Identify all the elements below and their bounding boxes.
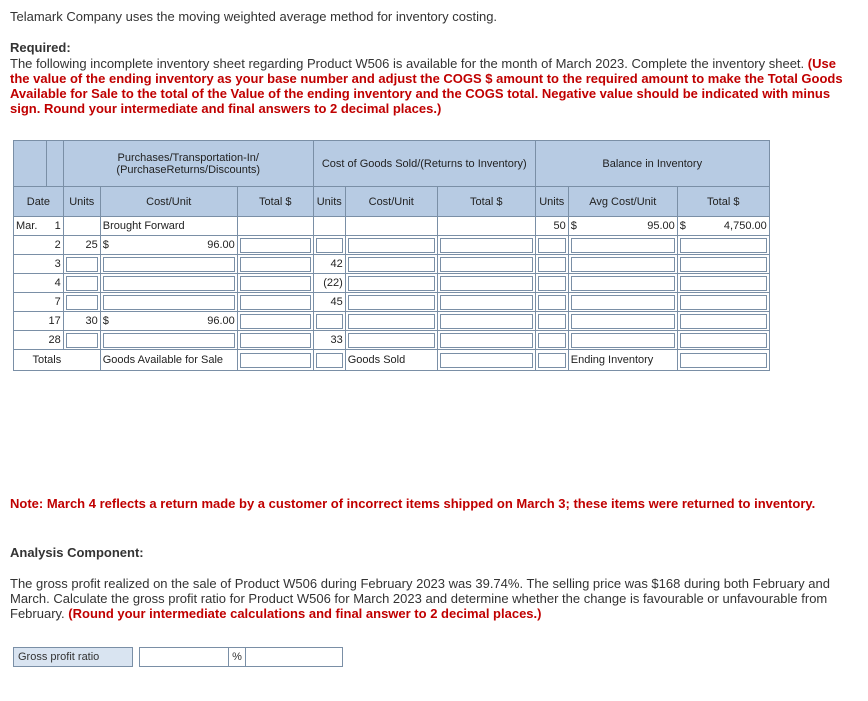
purchase-units-input[interactable] <box>63 274 100 293</box>
header-blank-date <box>14 141 47 187</box>
day-label: 2 <box>47 236 64 255</box>
balance-avg-input[interactable] <box>568 331 677 350</box>
cogs-total-input[interactable] <box>437 255 535 274</box>
col-date: Date <box>14 187 64 217</box>
month-blank <box>14 293 47 312</box>
month-blank <box>14 255 47 274</box>
purchase-cost-value: 96.00 <box>207 315 235 327</box>
day-label: 28 <box>47 331 64 350</box>
goods-available-input[interactable] <box>237 350 313 371</box>
balance-total-input[interactable] <box>677 331 769 350</box>
balance-units-input[interactable] <box>535 331 568 350</box>
note-text <box>10 496 856 511</box>
analysis-body: The gross profit realized on the sale of Product W506 during February 2023 was 39.74%. The selling price was $168 during both February and March. Calculate the gross profit ratio for Product W506 for March 2023 and determine whether the change is favourable or unfavourable from February. <box>10 576 830 621</box>
cogs-units-input[interactable] <box>313 312 345 331</box>
month-blank <box>14 236 47 255</box>
purchase-units: 25 <box>63 236 100 255</box>
balance-total-input[interactable] <box>677 255 769 274</box>
balance-avg-input[interactable] <box>568 274 677 293</box>
table-row <box>14 331 770 350</box>
col-cogs-total: Total $ <box>437 187 535 217</box>
balance-avg-value: 95.00 <box>647 220 675 232</box>
purchase-cost-input[interactable] <box>100 274 237 293</box>
purchase-cost <box>100 312 237 331</box>
cogs-cost-input[interactable] <box>345 274 437 293</box>
balance-avg-input[interactable] <box>568 312 677 331</box>
analysis-heading: Analysis Component: <box>10 545 144 560</box>
month-label: Mar. <box>14 217 47 236</box>
purchase-total-input[interactable] <box>237 274 313 293</box>
cogs-cost-input[interactable] <box>345 293 437 312</box>
purchase-total-input[interactable] <box>237 312 313 331</box>
col-purchase-cost: Cost/Unit <box>100 187 237 217</box>
gross-profit-label: Gross profit ratio <box>13 647 133 667</box>
table-row <box>14 236 770 255</box>
col-balance-avg: Avg Cost/Unit <box>568 187 677 217</box>
table-row <box>14 293 770 312</box>
cogs-total-input <box>437 217 535 236</box>
purchase-units-input[interactable] <box>63 293 100 312</box>
ending-inventory-input[interactable] <box>677 350 769 371</box>
col-cogs-units: Units <box>313 187 345 217</box>
balance-units-input[interactable] <box>535 274 568 293</box>
balance-avg-input[interactable] <box>568 255 677 274</box>
goods-sold-label: Goods Sold <box>345 350 437 371</box>
balance-units-input[interactable] <box>535 312 568 331</box>
balance-avg-input[interactable] <box>568 236 677 255</box>
balance-avg <box>568 217 677 236</box>
balance-total-input[interactable] <box>677 236 769 255</box>
dollar-sign: $ <box>570 220 577 232</box>
required-instructions: The following incomplete inventory sheet regarding Product W506 is available for the month of March 2023. Complete the inventory sheet. <box>10 56 805 71</box>
table-row <box>14 255 770 274</box>
group-balance: Balance in Inventory <box>535 141 769 187</box>
cogs-cost-input[interactable] <box>345 312 437 331</box>
purchase-units-input <box>63 217 100 236</box>
cogs-total-input[interactable] <box>437 274 535 293</box>
table-row <box>14 312 770 331</box>
purchase-cost-input[interactable] <box>100 255 237 274</box>
group-cogs: Cost of Goods Sold/(Returns to Inventory) <box>313 141 535 187</box>
col-purchase-units: Units <box>63 187 100 217</box>
balance-total-input[interactable] <box>677 312 769 331</box>
cogs-cost-input[interactable] <box>345 331 437 350</box>
purchase-total-input[interactable] <box>237 293 313 312</box>
goods-sold-units-input[interactable] <box>313 350 345 371</box>
dollar-sign: $ <box>679 220 686 232</box>
month-blank <box>14 331 47 350</box>
required-text <box>10 56 856 116</box>
cogs-units: 45 <box>313 293 345 312</box>
cogs-units-input <box>313 217 345 236</box>
month-blank <box>14 274 47 293</box>
table-row <box>14 217 770 236</box>
day-label: 3 <box>47 255 64 274</box>
analysis-red: (Round your intermediate calculations and final answer to 2 decimal places.) <box>68 606 542 621</box>
gross-profit-change-select[interactable] <box>245 647 343 667</box>
cogs-units-input[interactable] <box>313 236 345 255</box>
col-balance-units: Units <box>535 187 568 217</box>
purchase-cost <box>100 236 237 255</box>
cogs-total-input[interactable] <box>437 331 535 350</box>
goods-sold-total-input[interactable] <box>437 350 535 371</box>
group-purchases: Purchases/Transportation-In/ (PurchaseReturns/Discounts) <box>63 141 313 187</box>
percent-sign: % <box>229 647 245 667</box>
balance-avg-input[interactable] <box>568 293 677 312</box>
col-purchase-total: Total $ <box>237 187 313 217</box>
cogs-total-input[interactable] <box>437 236 535 255</box>
purchase-total-blank <box>237 217 313 236</box>
purchase-total-input[interactable] <box>237 331 313 350</box>
purchase-total-input[interactable] <box>237 236 313 255</box>
day-label: 7 <box>47 293 64 312</box>
cogs-cost-input[interactable] <box>345 236 437 255</box>
purchase-total-input[interactable] <box>237 255 313 274</box>
cogs-units: 33 <box>313 331 345 350</box>
purchase-cost-value: 96.00 <box>207 239 235 251</box>
col-cogs-cost: Cost/Unit <box>345 187 437 217</box>
totals-label: Totals <box>14 350 64 371</box>
note-red: Note: March 4 reflects a return made by a customer of incorrect items shipped on March 3; these items were returned to inventory. <box>10 496 816 511</box>
purchase-cost-input[interactable] <box>100 293 237 312</box>
day-label: 4 <box>47 274 64 293</box>
dollar-sign: $ <box>102 315 109 327</box>
balance-units-input[interactable] <box>535 255 568 274</box>
gross-profit-row <box>13 647 343 667</box>
ending-inventory-label: Ending Inventory <box>568 350 677 371</box>
cogs-cost-input[interactable] <box>345 255 437 274</box>
balance-total-input[interactable] <box>677 293 769 312</box>
purchase-units-input[interactable] <box>63 255 100 274</box>
inventory-sheet <box>13 140 770 371</box>
required-heading: Required: <box>10 40 71 55</box>
goods-available-label: Goods Available for Sale <box>100 350 237 371</box>
brought-forward-label: Brought Forward <box>100 217 237 236</box>
cogs-total-input[interactable] <box>437 293 535 312</box>
balance-total <box>677 217 769 236</box>
cogs-units: 42 <box>313 255 345 274</box>
purchase-units-input[interactable] <box>63 331 100 350</box>
dollar-sign: $ <box>102 239 109 251</box>
purchase-units: 30 <box>63 312 100 331</box>
balance-units: 50 <box>535 217 568 236</box>
gross-profit-input[interactable] <box>139 647 229 667</box>
balance-total-input[interactable] <box>677 274 769 293</box>
cogs-units: (22) <box>313 274 345 293</box>
purchase-cost-input[interactable] <box>100 331 237 350</box>
cogs-total-input[interactable] <box>437 312 535 331</box>
cogs-cost-input <box>345 217 437 236</box>
col-balance-total: Total $ <box>677 187 769 217</box>
totals-blank <box>63 350 100 371</box>
required-red-instructions: (Use the value of the ending inventory as your base number and adjust the COGS $ amount to the required amount to make the Total Goods Available for Sale to the total of the Value of the ending inventory and the COGS total. Negative value should be indicated with minus sign. Round your intermediate and final answers to 2 decimal places.) <box>10 56 843 116</box>
month-blank <box>14 312 47 331</box>
table-row <box>14 274 770 293</box>
analysis-text <box>10 576 856 621</box>
balance-total-value: 4,750.00 <box>723 220 767 232</box>
day-label: 1 <box>47 217 64 236</box>
day-label: 17 <box>47 312 64 331</box>
balance-units-input[interactable] <box>535 236 568 255</box>
ending-units-input[interactable] <box>535 350 568 371</box>
balance-units-input[interactable] <box>535 293 568 312</box>
header-blank-day <box>47 141 64 187</box>
intro-text: Telamark Company uses the moving weighted average method for inventory costing. <box>10 9 498 24</box>
